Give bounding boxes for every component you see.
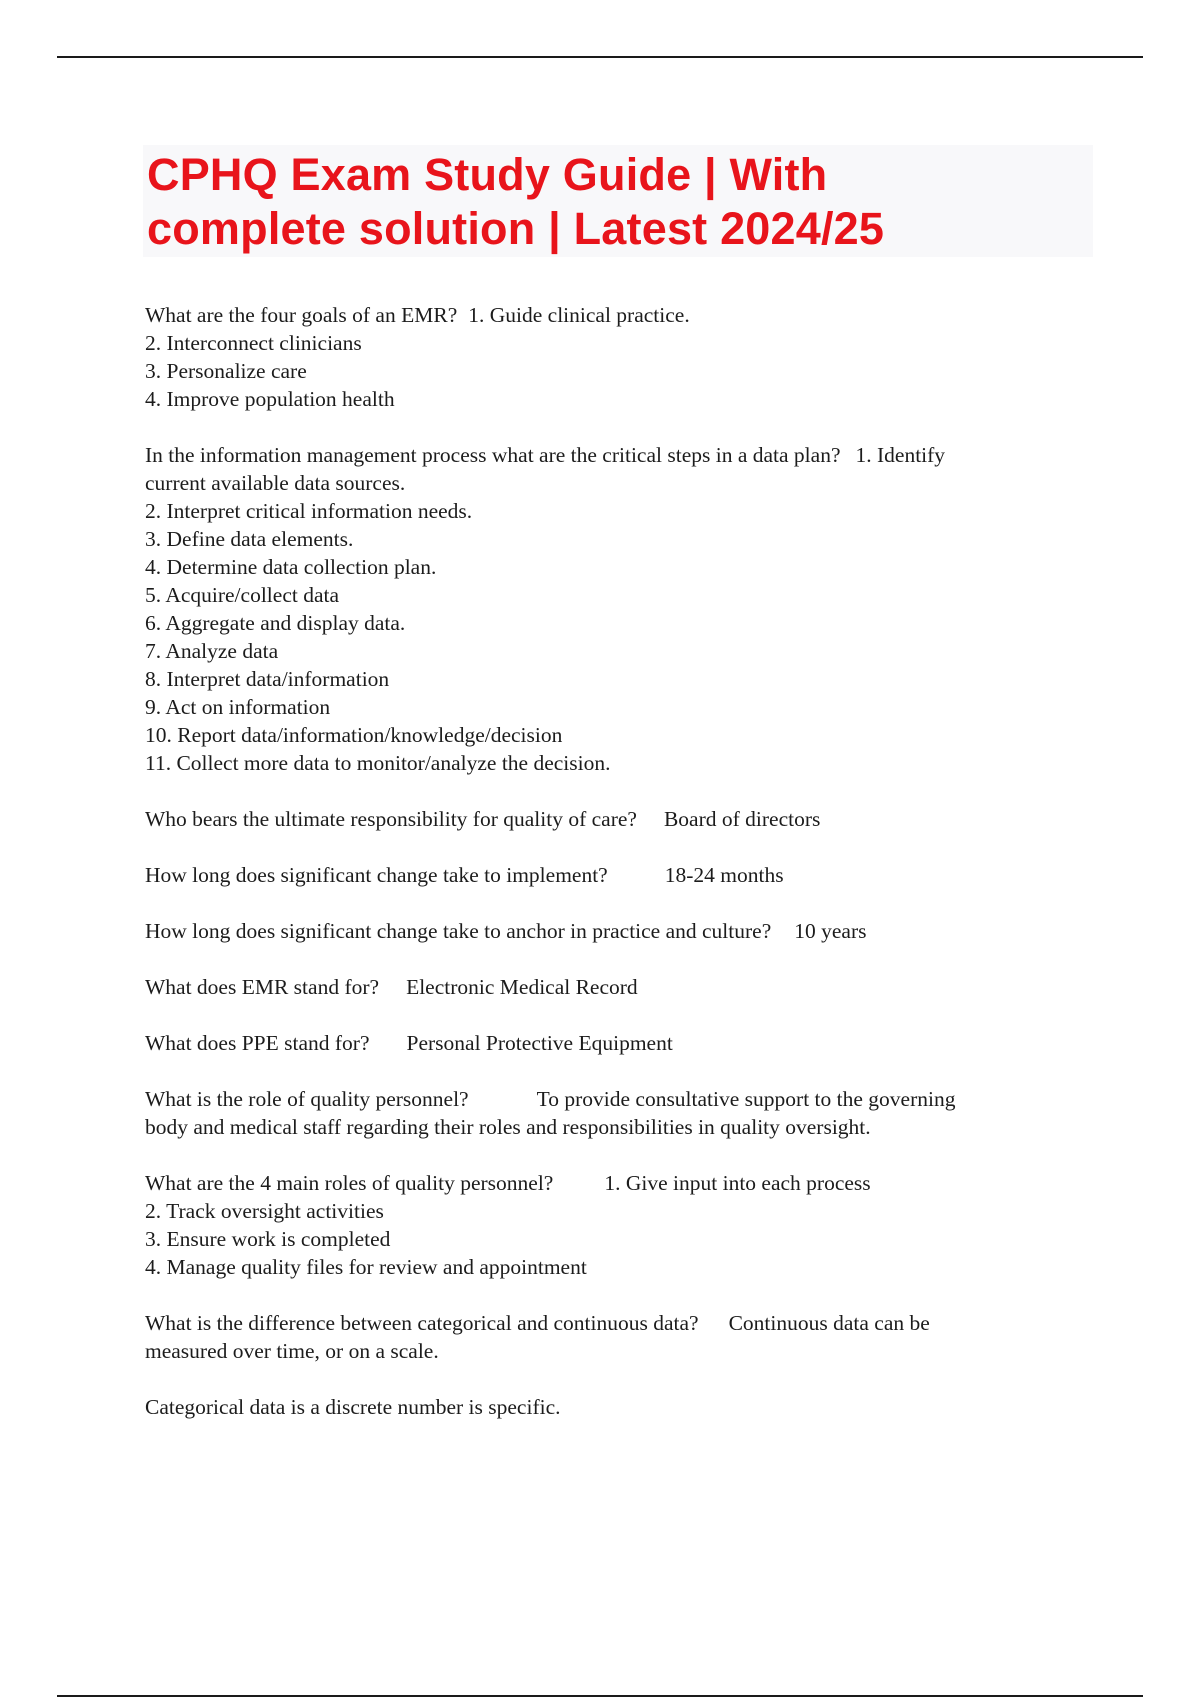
qa-item-emr-acronym [145,973,1075,1001]
qa-item-data-types-continued [145,1393,1075,1421]
answer-line: 4. Manage quality files for review and appointment [145,1255,587,1279]
question-text: What does EMR stand for? [145,975,380,999]
question-text: What does PPE stand for? [145,1031,370,1055]
question-text: What is the role of quality personnel? [145,1087,469,1111]
answer-line: 9. Act on information [145,695,331,719]
question-text: How long does significant change take to implement? [145,863,608,887]
answer-line: 5. Acquire/collect data [145,583,340,607]
answer-line: 7. Analyze data [145,639,279,663]
answer-text: 10 years [794,919,867,943]
qa-item-change-anchor [145,917,1075,945]
qa-item-quality-main-roles [145,1169,1075,1281]
answer-line: 2. Interconnect clinicians [145,331,362,355]
answer-line: 3. Ensure work is completed [145,1227,391,1251]
qa-item-data-plan [145,441,1075,777]
qa-item-emr-goals [145,301,1075,413]
answer-text: Board of directors [663,807,821,831]
answer-text: Electronic Medical Record [406,975,638,999]
question-text: What are the four goals of an EMR? [145,303,458,327]
answer-line: body and medical staff regarding their roles and responsibilities in quality oversight. [145,1115,871,1139]
answer-line: 8. Interpret data/information [145,667,390,691]
question-text: What is the difference between categorical and continuous data? [145,1311,699,1335]
answer-text: 18-24 months [664,863,784,887]
answer-line: 4. Determine data collection plan. [145,555,437,579]
qa-content [145,301,1075,1449]
question-text: How long does significant change take to anchor in practice and culture? [145,919,772,943]
qa-item-responsibility [145,805,1075,833]
title-banner [143,145,1093,257]
question-text: In the information management process what are the critical steps in a data plan? [145,443,841,467]
question-text: Who bears the ultimate responsibility for quality of care? [145,807,637,831]
qa-item-ppe-acronym [145,1029,1075,1057]
answer-line: 6. Aggregate and display data. [145,611,406,635]
answer-text: Personal Protective Equipment [406,1031,673,1055]
bottom-rule [57,1695,1143,1697]
answer-line: current available data sources. [145,471,406,495]
answer-line: 11. Collect more data to monitor/analyze the decision. [145,751,611,775]
answer-text: 1. Guide clinical practice. [468,303,690,327]
answer-line: 2. Interpret critical information needs. [145,499,473,523]
answer-line: measured over time, or on a scale. [145,1339,439,1363]
top-rule [57,56,1143,58]
qa-item-quality-role [145,1085,1075,1141]
answer-line: 4. Improve population health [145,387,395,411]
answer-line: 2. Track oversight activities [145,1199,384,1223]
title-line-2: complete solution | Latest 2024/25 [147,203,885,254]
answer-text: To provide consultative support to the governing [536,1087,956,1111]
qa-item-change-implement [145,861,1075,889]
answer-line: Categorical data is a discrete number is specific. [145,1395,561,1419]
answer-line: 3. Define data elements. [145,527,354,551]
answer-text: Continuous data can be [728,1311,930,1335]
answer-text: 1. Give input into each process [604,1171,871,1195]
answer-line: 3. Personalize care [145,359,307,383]
qa-item-data-types [145,1309,1075,1365]
title-line-1: CPHQ Exam Study Guide | With [147,149,828,200]
answer-text: 1. Identify [855,443,946,467]
document-title [147,148,1089,256]
answer-line: 10. Report data/information/knowledge/decision [145,723,563,747]
question-text: What are the 4 main roles of quality personnel? [145,1171,554,1195]
